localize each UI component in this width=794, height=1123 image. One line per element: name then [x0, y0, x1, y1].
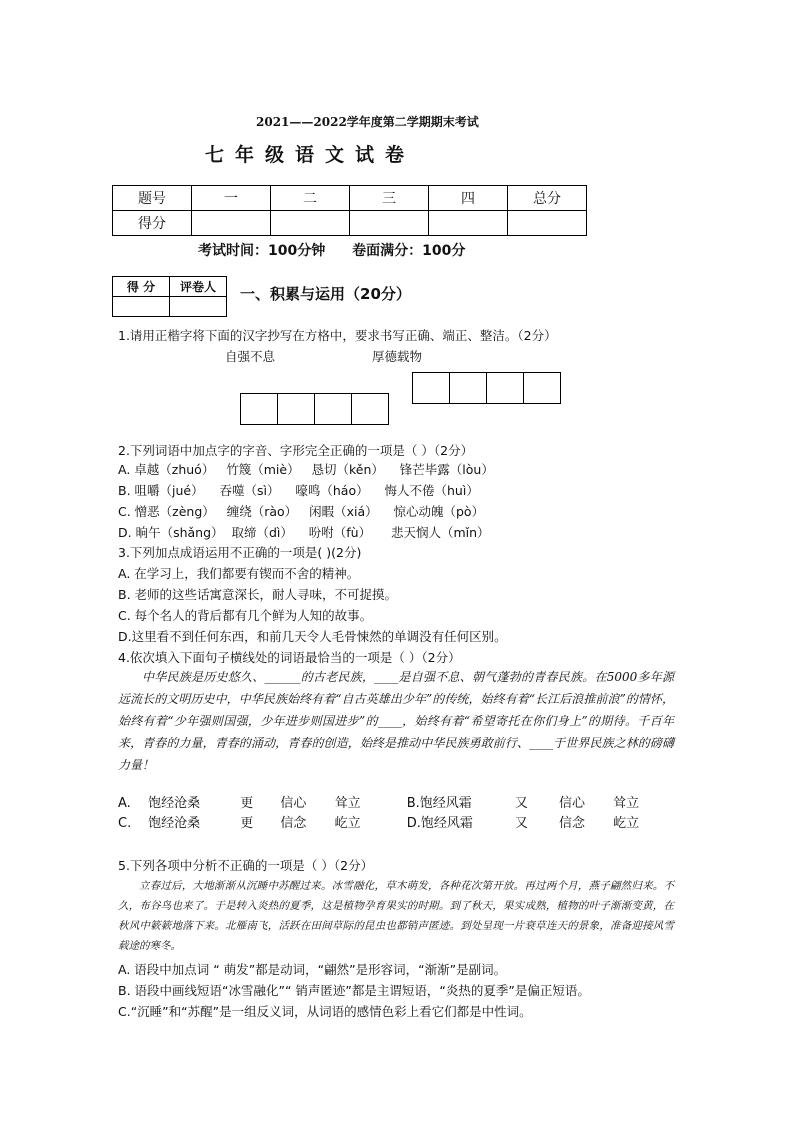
grader-name-label: 评卷人	[170, 277, 227, 297]
score-cell: 总分	[508, 186, 587, 211]
opt-cell: B.饱经风霜	[406, 796, 472, 811]
score-entry[interactable]	[271, 211, 350, 236]
opt-cell: 又	[514, 796, 528, 811]
opt-cell: 更	[240, 796, 254, 811]
question-4: 4.依次填入下面句子横线处的词语最恰当的一项是（ ）（2分）	[118, 650, 461, 665]
opt-cell: 屹立	[613, 816, 640, 831]
opt-cell: C.	[118, 816, 132, 831]
section-heading: 一、积累与运用（20分）	[240, 285, 411, 303]
score-cell: 题号	[113, 186, 192, 211]
score-entry[interactable]	[508, 211, 587, 236]
score-entry[interactable]	[350, 211, 429, 236]
opt-cell: 屹立	[334, 816, 361, 831]
grader-table	[112, 276, 227, 317]
score-table	[112, 185, 587, 236]
writing-box[interactable]	[486, 372, 524, 404]
q5-option-a: A. 语段中加点词 “ 萌发”都是动词，“翩然”是形容词，“渐渐”是副词。	[118, 962, 507, 977]
opt-cell: D.饱经风霜	[406, 816, 473, 831]
page-title: 七年级语文试卷	[205, 144, 416, 166]
score-cell: 得分	[113, 211, 192, 236]
q4-options	[118, 792, 639, 832]
opt-cell: 信心	[280, 796, 307, 811]
score-entry[interactable]	[192, 211, 271, 236]
grader-score-label: 得 分	[113, 277, 170, 297]
writing-box[interactable]	[351, 393, 389, 425]
question-1: 1.请用正楷字将下面的汉字抄写在方格中，要求书写正确、端正、整洁。（2分）	[118, 328, 557, 343]
q4-option-row	[118, 792, 639, 812]
opt-cell: 又	[514, 816, 528, 831]
score-cell: 二	[271, 186, 350, 211]
score-entry[interactable]	[429, 211, 508, 236]
opt-cell: A.	[118, 796, 131, 811]
q2-option-a: A. 卓越（zhuó） 竹篾（miè） 恳切（kěn） 锋芒毕露（lòu）	[118, 462, 494, 477]
score-table-header-row	[113, 186, 587, 211]
writing-box[interactable]	[314, 393, 352, 425]
writing-box[interactable]	[449, 372, 487, 404]
opt-cell: 信念	[280, 816, 307, 831]
q3-option-d: D.这里看不到任何东西，和前几天令人毛骨悚然的单调没有任何区别。	[118, 629, 507, 644]
q2-option-d: D. 晌午（shǎng） 取缔（dì） 吩咐（fù） 悲天悯人（mǐn）	[118, 525, 490, 540]
writing-grid-1[interactable]	[241, 393, 389, 425]
exam-total: 卷面满分：100分	[352, 243, 466, 259]
score-cell: 一	[192, 186, 271, 211]
opt-cell: 信心	[558, 796, 585, 811]
writing-box[interactable]	[412, 372, 450, 404]
writing-grid-2[interactable]	[413, 372, 561, 404]
grader-score-entry[interactable]	[113, 297, 170, 317]
opt-cell: 信念	[558, 816, 585, 831]
q4-option-row	[118, 812, 639, 832]
q5-passage: 立春过后，大地渐渐从沉睡中苏醒过来。冰雪融化，草木萌发，各种花次第开放。再过两个月，燕子翩然归来。不久，布谷鸟也来了。于是转入炎热的夏季，这是植物孕育果实的时期。到了秋天，果实成熟，植物的叶子渐渐变黄，在秋风中簌簌地落下来。北雁南飞，活跃在田间草际的昆虫也都销声匿迹。到处呈现一片衰草连天的景象，准备迎接风雪载途的寒冬。	[118, 880, 674, 952]
copy-word-2: 厚德载物	[372, 349, 423, 364]
q4-passage: 中华民族是历史悠久、______的古老民族，____是自强不息、朝气蓬勃的青春民族。在5000多年源远流长的文明历史中，中华民族始终有着“自古英雄出少年”的传统，始终有着“长江后浪推前浪”的情怀，始终有着“少年强则国强，少年进步则国进步”的____，始终有着“希望寄托在你们身上”的期待。千百年来，青春的力量，青春的涌动，青春的创造，始终是推动中华民族勇敢前行、____于世界民族之林的磅礴力量！	[118, 670, 674, 772]
grader-name-entry[interactable]	[170, 297, 227, 317]
exam-meta	[198, 240, 487, 260]
score-table-score-row	[113, 211, 587, 236]
exam-time: 考试时间：100分钟	[198, 243, 326, 259]
q3-option-a: A. 在学习上，我们都要有锲而不舍的精神。	[118, 566, 360, 581]
q3-option-c: C. 每个名人的背后都有几个鲜为人知的故事。	[118, 608, 373, 623]
writing-box[interactable]	[277, 393, 315, 425]
question-2: 2.下列词语中加点字的字音、字形完全正确的一项是（ ）（2分）	[118, 443, 474, 458]
q2-option-c: C. 憎恶（zèng） 缠绕（rào） 闲暇（xiá） 惊心动魄（pò）	[118, 504, 485, 519]
exam-header: 2021——2022学年度第二学期期末考试	[256, 115, 479, 129]
opt-cell: 饱经沧桑	[148, 816, 201, 831]
question-3: 3.下列加点成语运用不正确的一项是( )(2分)	[118, 545, 362, 560]
q5-option-c: C.“沉睡”和“苏醒”是一组反义词，从词语的感情色彩上看它们都是中性词。	[118, 1004, 532, 1019]
q2-option-b: B. 咀嚼（jué） 吞噬（sì） 嚎鸣（háo） 悔人不倦（huì）	[118, 483, 479, 498]
writing-box[interactable]	[523, 372, 561, 404]
copy-word-1: 自强不息	[225, 349, 276, 364]
opt-cell: 更	[240, 816, 254, 831]
opt-cell: 饱经沧桑	[148, 796, 201, 811]
writing-box[interactable]	[240, 393, 278, 425]
q3-option-b: B. 老师的这些话寓意深长，耐人寻味，不可捉摸。	[118, 587, 398, 602]
question-5: 5.下列各项中分析不正确的一项是（ ）（2分）	[118, 858, 374, 873]
q5-option-b: B. 语段中画线短语“冰雪融化”“ 销声匿迹”都是主谓短语，“炎热的夏季”是偏正短语。	[118, 983, 590, 998]
score-cell: 四	[429, 186, 508, 211]
opt-cell: 耸立	[613, 796, 640, 811]
opt-cell: 耸立	[334, 796, 361, 811]
score-cell: 三	[350, 186, 429, 211]
